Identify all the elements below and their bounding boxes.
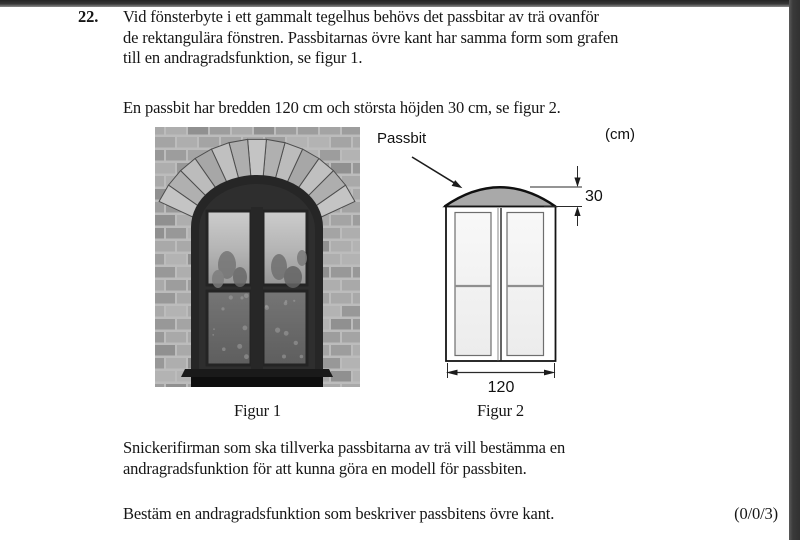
passbit-callout-arrow — [412, 157, 462, 188]
intro-line: Vid fönsterbyte i ett gammalt tegelhus behövs det passbitar av trä ovanför — [123, 7, 599, 26]
height-dimension-value: 30 — [585, 188, 603, 205]
scan-edge-top — [0, 0, 800, 7]
points-badge: (0/0/3) — [734, 504, 778, 523]
intro-paragraph — [123, 7, 618, 69]
figure1-caption: Figur 1 — [233, 401, 282, 420]
unit-label: (cm) — [605, 126, 635, 143]
passbit-label: Passbit — [377, 130, 427, 147]
task-intro-paragraph: Snickerifirman som ska tillverka passbitarna av trä vill bestämma en andragradsfunktion för att kunna göra en modell för passbiten. — [123, 438, 566, 478]
width-dimension-value: 120 — [487, 379, 515, 396]
dimension-120 — [446, 363, 556, 378]
intro-line: till en andragradsfunktion, se figur 1. — [123, 48, 363, 67]
size-note: En passbit har bredden 120 cm och största höjden 30 cm, se figur 2. — [123, 98, 561, 117]
figure2-caption: Figur 2 — [476, 401, 525, 420]
window-photo — [155, 127, 360, 387]
intro-line: de rektangulära fönstren. Passbitarnas övre kant har samma form som grafen — [123, 27, 619, 47]
window-sill — [181, 369, 333, 377]
window-diagram — [370, 120, 670, 400]
sill-base — [191, 377, 323, 387]
task-sentence: Bestäm en andragradsfunktion som beskriver passbitens övre kant. — [123, 504, 555, 523]
diagram-pane-right — [507, 213, 544, 356]
diagram-pane-left — [455, 213, 491, 356]
scan-edge-right — [789, 0, 800, 540]
mullion — [251, 207, 263, 369]
question-number: 22. — [78, 7, 99, 26]
